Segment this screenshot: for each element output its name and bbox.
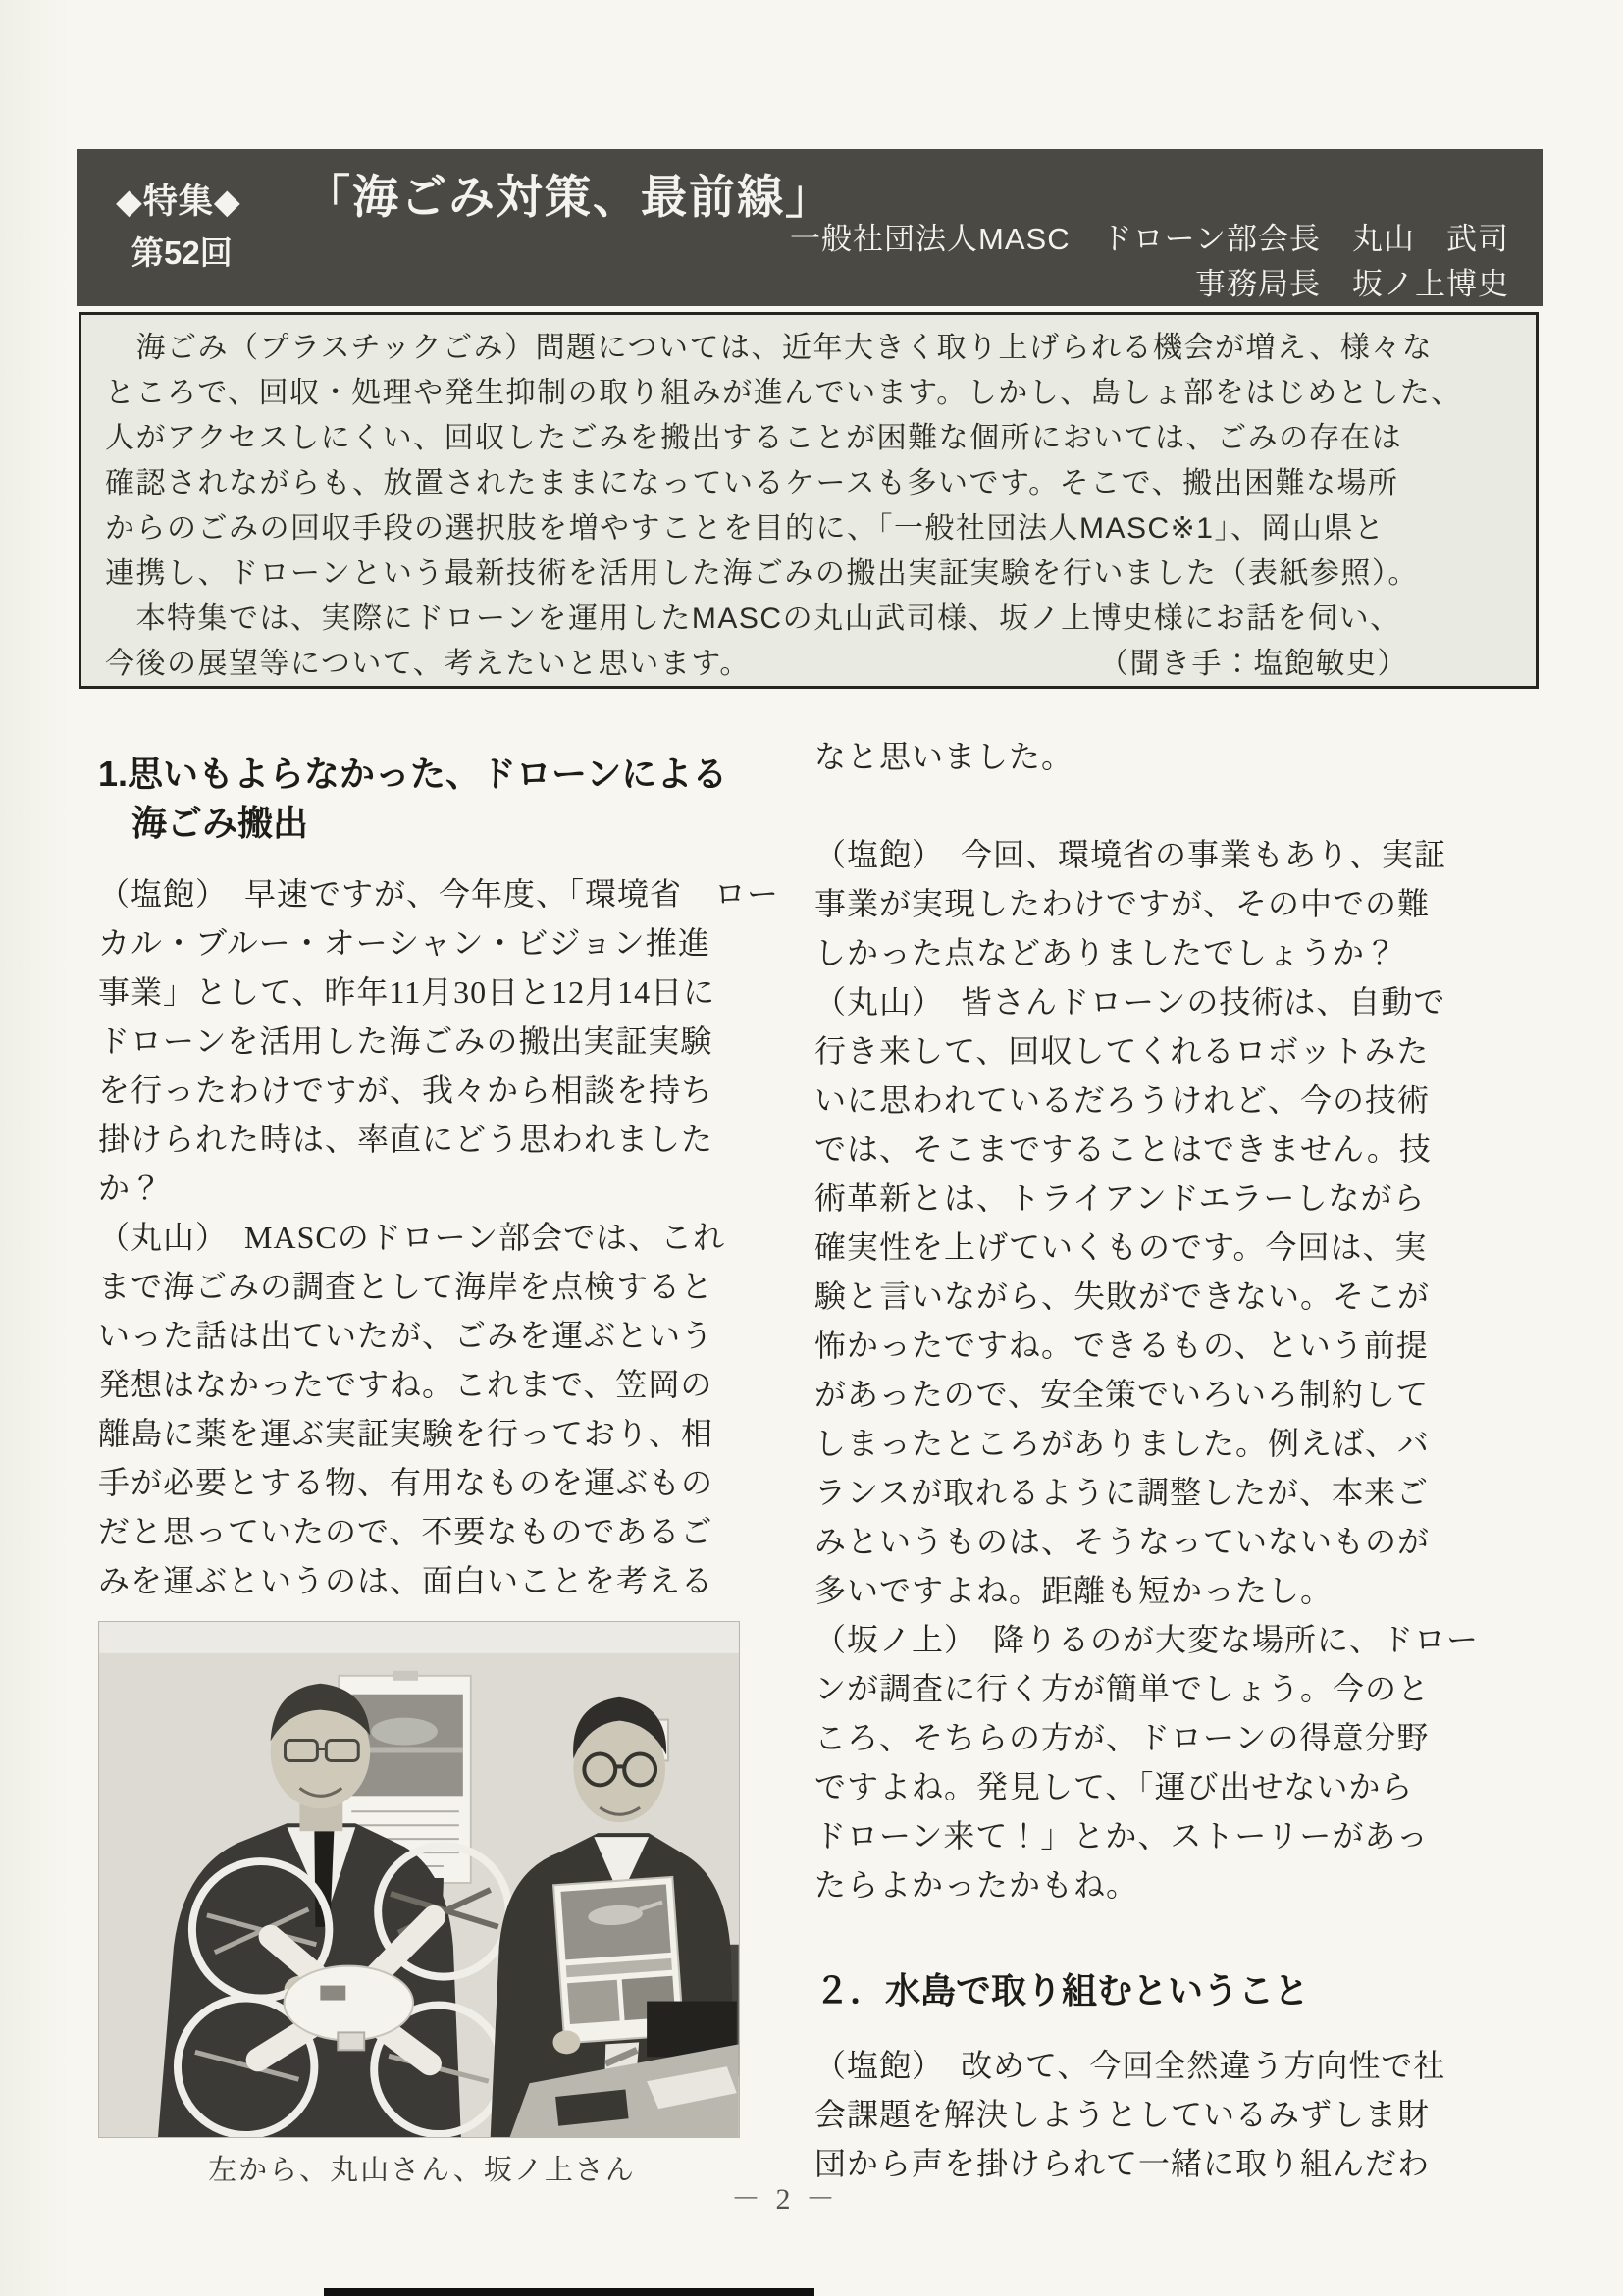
episode-number: 第52回 xyxy=(131,235,233,271)
interview-text-line: （塩飽） 早速ですが、今年度、「環境省 ロー xyxy=(98,876,780,912)
interview-text-line: ンが調査に行く方が簡単でしょう。今のと xyxy=(814,1671,1431,1706)
interview-text-line: 行き来して、回収してくれるロボットみた xyxy=(814,1033,1430,1069)
interview-text-line: 事業」として、昨年11月30日と12月14日に xyxy=(98,974,716,1010)
interview-text-line: たらよかったかもね。 xyxy=(814,1867,1139,1903)
section1-heading-line1: 1.思いもよらなかった、ドローンによる xyxy=(98,754,728,794)
interview-photo xyxy=(98,1621,740,2138)
interview-text-line: みを運ぶというのは、面白いことを考える xyxy=(98,1563,714,1598)
section1-heading xyxy=(98,750,746,848)
interview-text-right xyxy=(814,732,1492,1909)
interview-text-line: 会課題を解決しようとしているみずしま財 xyxy=(814,2097,1431,2132)
interview-text-line: ランスが取れるように調整したが、本来ご xyxy=(814,1475,1430,1510)
interview-text-line: （丸山） 皆さんドローンの技術は、自動で xyxy=(814,984,1446,1019)
interview-text-line: 確実性を上げていくものです。今回は、実 xyxy=(814,1229,1428,1265)
interview-text-right-2 xyxy=(814,2041,1492,2188)
intro-last-line xyxy=(105,642,1514,687)
interviewer-credit: （聞き手：塩飽敏史） xyxy=(1099,648,1408,680)
interview-text-line: ころ、そちらの方が、ドローンの得意分野 xyxy=(814,1720,1430,1755)
scan-artifact-bar xyxy=(324,2288,814,2296)
interview-text-line: 発想はなかったですね。これまで、笠岡の xyxy=(98,1367,713,1402)
interview-text-line: カル・ブルー・オーシャン・ビジョン推進 xyxy=(98,925,710,961)
intro-text-line: 海ごみ（プラスチックごみ）問題については、近年大きく取り上げられる機会が増え、様々な xyxy=(105,332,1434,364)
interview-text-line: （塩飽） 改めて、今回全然違う方向性で社 xyxy=(814,2048,1446,2083)
interview-text-line: まで海ごみの調査として海岸を点検すると xyxy=(98,1269,714,1304)
interview-text-line: （塩飽） 今回、環境省の事業もあり、実証 xyxy=(814,837,1447,872)
interview-text-line: があったので、安全策でいろいろ制約して xyxy=(814,1377,1430,1412)
interview-text-line: 事業が実現したわけですが、その中での難 xyxy=(814,886,1431,921)
byline-chairman: 一般社団法人MASC ドローン部会長 丸山 武司 xyxy=(790,222,1509,256)
interview-text-line: か？ xyxy=(98,1171,164,1206)
intro-text-line: 確認されながらも、放置されたままになっているケースも多いです。そこで、搬出困難な場所 xyxy=(105,467,1399,499)
intro-text-line: からのごみの回収手段の選択肢を増やすことを目的に、「一般社団法人MASC※1」、岡山県と xyxy=(105,512,1386,545)
right-text-column xyxy=(814,726,1492,2188)
intro-text-line: 本特集では、実際にドローンを運用したMASCの丸山武司様、坂ノ上博史様にお話を伺い、 xyxy=(105,602,1401,635)
interview-text-line: 離島に薬を運ぶ実証実験を行っており、相 xyxy=(98,1416,714,1451)
interview-text-line: 術革新とは、トライアンドエラーしながら xyxy=(814,1180,1426,1216)
intro-last-line-text: 今後の展望等について、考えたいと思います。 xyxy=(105,648,751,680)
interview-text-line: しまったところがありました。例えば、バ xyxy=(814,1426,1431,1461)
intro-text-line: 人がアクセスしにくい、回収したごみを搬出することが困難な個所においては、ごみの存在は xyxy=(105,422,1403,454)
interview-text-line xyxy=(814,781,1492,830)
interview-text-line: 手が必要とする物、有用なものを運ぶもの xyxy=(98,1465,714,1500)
interview-text-line: では、そこまですることはできません。技 xyxy=(814,1131,1432,1167)
interview-text-line: しかった点などありましたでしょうか？ xyxy=(814,935,1398,970)
photo-caption: 左から、丸山さん、坂ノ上さん xyxy=(208,2155,636,2186)
interview-text-line: 団から声を掛けられて一緒に取り組んだわ xyxy=(814,2146,1431,2181)
interview-text-line: 掛けられた時は、率直にどう思われました xyxy=(98,1122,714,1157)
interview-text-line: 多いですよね。距離も短かったし。 xyxy=(814,1573,1334,1608)
interview-text-line: 怖かったですね。できるもの、という前提 xyxy=(814,1328,1429,1363)
interview-text-line: いに思われているだろうけれど、今の技術 xyxy=(814,1082,1431,1118)
interview-text-line: なと思いました。 xyxy=(814,739,1074,774)
intro-text-line: 連携し、ドローンという最新技術を活用した海ごみの搬出実証実験を行いました（表紙参照）。 xyxy=(105,557,1419,590)
intro-lines xyxy=(105,326,1514,642)
page-number: － 2 － xyxy=(731,2183,839,2216)
interview-text-line: 験と言いながら、失敗ができない。そこが xyxy=(814,1278,1431,1314)
interview-text-line: ドローン来て！」とか、ストーリーがあっ xyxy=(814,1818,1430,1853)
intro-text-line: ところで、回収・処理や発生抑制の取り組みが進んでいます。しかし、島しょ部をはじめとした、 xyxy=(105,377,1462,409)
interview-text-line: いった話は出ていたが、ごみを運ぶという xyxy=(98,1318,714,1353)
interview-text-line: だと思っていたので、不要なものであるご xyxy=(98,1514,713,1549)
intro-summary-box xyxy=(79,312,1539,689)
interview-text-line: みというものは、そうなっていないものが xyxy=(814,1524,1431,1559)
photo-illustration xyxy=(99,1622,739,2137)
interview-text-left xyxy=(98,869,780,1605)
interview-text-line: （坂ノ上） 降りるのが大変な場所に、ドロー xyxy=(814,1622,1480,1657)
left-text-column xyxy=(98,726,780,2188)
interview-text-line: ですよね。発見して、「運び出せないから xyxy=(814,1769,1414,1804)
interview-text-line: ドローンを活用した海ごみの搬出実証実験 xyxy=(98,1023,713,1059)
feature-badge: ◆特集◆ xyxy=(116,183,241,221)
byline-secretary-general: 事務局長 坂ノ上博史 xyxy=(1195,267,1509,301)
section2-heading: ２．水島で取り組むということ xyxy=(814,1970,1310,2010)
interview-text-line: を行ったわけですが、我々から相談を持ち xyxy=(98,1072,714,1108)
article-title: 「海ごみ対策、最前線」 xyxy=(304,173,833,224)
article-header-band xyxy=(77,149,1543,306)
interview-text-line: （丸山） MASCのドローン部会では、これ xyxy=(98,1220,726,1255)
section1-heading-line2: 海ごみ搬出 xyxy=(131,803,309,843)
